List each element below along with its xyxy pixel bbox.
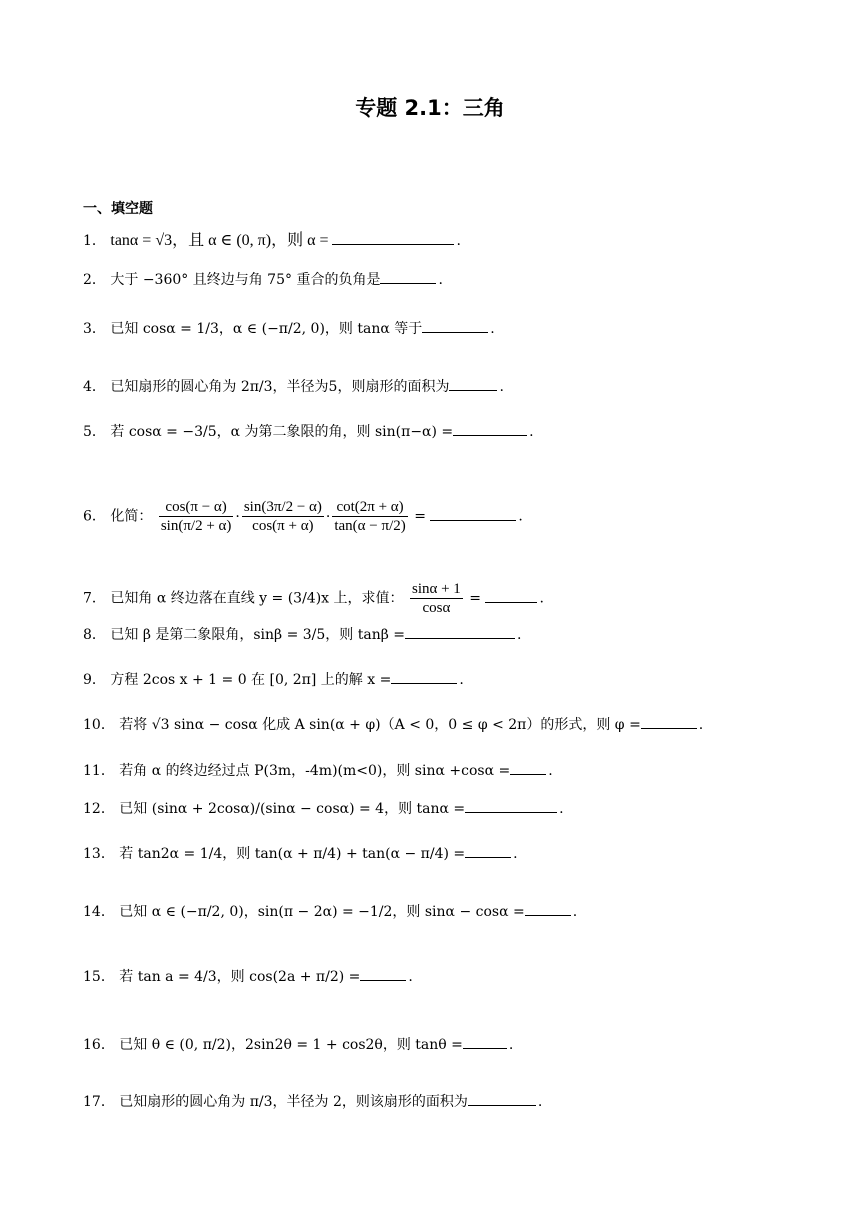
answer-blank <box>510 773 546 775</box>
question-number: 13． <box>83 846 115 862</box>
answer-blank <box>525 914 571 916</box>
question-suffix: . <box>698 717 704 733</box>
question-14 <box>83 903 577 921</box>
question-number: 17． <box>83 1094 115 1110</box>
answer-blank <box>332 243 454 245</box>
question-number: 11． <box>83 763 115 779</box>
answer-blank <box>465 811 557 813</box>
question-13 <box>83 845 518 863</box>
question-15 <box>83 968 413 986</box>
question-suffix: . <box>559 801 564 817</box>
question-suffix: . <box>459 672 464 688</box>
answer-blank <box>380 282 436 284</box>
question-suffix: . <box>572 904 578 920</box>
question-number: 9． <box>83 672 106 688</box>
question-number: 7． <box>83 590 106 607</box>
question-text: 已知角 α 终边落在直线 y = (3/4)x 上，求值： <box>110 590 404 607</box>
question-suffix: . <box>513 846 518 862</box>
question-8 <box>83 626 521 644</box>
answer-blank <box>485 601 537 603</box>
answer-blank <box>422 331 488 333</box>
question-suffix: . <box>517 627 522 643</box>
question-text: 方程 2cos x + 1 = 0 在 [0, 2π] 上的解 x = <box>110 672 392 688</box>
question-suffix: . <box>537 1094 543 1110</box>
value-expression: $\frac{\sin\alpha + 1}{\cos\alpha}$ <box>411 581 461 616</box>
question-text: 化简： <box>110 508 153 525</box>
question-suffix: . <box>539 590 544 607</box>
question-11 <box>83 762 553 780</box>
question-suffix: . <box>529 424 534 440</box>
question-text: 已知 (sinα + 2cosα)/(sinα − cosα) = 4，则 tanα = <box>119 801 466 817</box>
answer-blank <box>463 1047 507 1049</box>
question-4 <box>83 378 504 396</box>
question-text: 若将 √3 sinα − cosα 化成 A sin(α + φ)（A < 0，0 ≤ φ < 2π）的形式，则 φ = <box>119 717 641 733</box>
question-number: 2． <box>83 272 106 288</box>
question-9 <box>83 671 464 689</box>
question-16 <box>83 1036 513 1054</box>
question-2 <box>83 271 443 289</box>
question-number: 1． <box>83 233 106 249</box>
answer-blank <box>449 389 497 391</box>
section-heading: 一、填空题 <box>83 201 153 217</box>
page-title: 专题 2.1：三角 <box>355 96 505 120</box>
question-text: 已知扇形的圆心角为 π/3，半径为 2，则该扇形的面积为 <box>119 1094 468 1110</box>
question-10 <box>83 716 703 734</box>
question-suffix: . <box>548 763 553 779</box>
answer-blank <box>360 979 406 981</box>
question-text: 若 tan a = 4/3，则 cos(2a + π/2) = <box>119 969 361 985</box>
question-number: 12． <box>83 801 115 817</box>
question-5 <box>83 423 534 441</box>
question-text: 已知 β 是第二象限角，sinβ = 3/5，则 tanβ = <box>110 627 406 643</box>
question-suffix: . <box>438 272 443 288</box>
answer-blank <box>430 519 516 521</box>
question-text: 已知 cosα = 1/3，α ∈ (−π/2, 0)，则 tanα 等于 <box>110 321 423 337</box>
answer-blank <box>465 856 511 858</box>
question-text: 若 cosα = −3/5，α 为第二象限的角，则 sin(π−α) = <box>110 424 454 440</box>
simplify-expression: $\frac{\cos(\pi - \alpha)}{\sin(\pi/2 + \alpha)}$ · $\frac{\sin(3\pi/2 - \alpha)}{\cos(\pi + \alpha)}$ · $\frac{\cot(2\pi + \alpha)}{\tan(\alpha - \pi/2)}$ <box>160 499 406 534</box>
question-number: 16． <box>83 1037 115 1053</box>
question-number: 6． <box>83 508 106 525</box>
answer-blank <box>405 637 515 639</box>
question-suffix: . <box>408 969 413 985</box>
question-1 <box>83 232 461 250</box>
question-suffix: . <box>490 321 495 337</box>
question-text: 已知 α ∈ (−π/2, 0)，sin(π − 2α) = −1/2，则 sinα − cosα = <box>119 904 525 920</box>
question-number: 8． <box>83 627 106 643</box>
question-text: 若 tan2α = 1/4，则 tan(α + π/4) + tan(α − π/4) = <box>119 846 466 862</box>
question-17 <box>83 1093 542 1111</box>
question-text: tanα = √3，且 α ∈ (0, π)，则 α = <box>110 232 333 249</box>
question-7: 7． 已知角 α 终边落在直线 y = (3/4)x 上，求值： $\frac{\sin\alpha + 1}{\cos\alpha}$ = . <box>83 581 544 616</box>
question-text: 已知 θ ∈ (0, π/2)，2sin2θ = 1 + cos2θ，则 tanθ = <box>119 1037 463 1053</box>
question-suffix: . <box>518 508 523 525</box>
question-12 <box>83 800 564 818</box>
question-suffix: . <box>499 379 504 395</box>
answer-blank <box>468 1104 536 1106</box>
answer-blank <box>391 682 457 684</box>
question-suffix: . <box>508 1037 514 1053</box>
question-number: 4． <box>83 379 106 395</box>
question-6: 6． 化简： $\frac{\cos(\pi - \alpha)}{\sin(\pi/2 + \alpha)}$ · $\frac{\sin(3\pi/2 - \alpha)}{\cos(\pi + \alpha)}$ · $\frac{\cot(2\pi + \alpha)}{\tan(\alpha - \pi/2)}$ = . <box>83 499 523 534</box>
question-text: 大于 −360° 且终边与角 75° 重合的负角是 <box>110 272 381 288</box>
question-number: 15． <box>83 969 115 985</box>
question-3 <box>83 320 495 338</box>
answer-blank <box>641 727 697 729</box>
question-number: 5． <box>83 424 106 440</box>
question-suffix: . <box>456 233 461 249</box>
question-number: 3． <box>83 321 106 337</box>
question-number: 14． <box>83 904 115 920</box>
question-number: 10． <box>83 717 115 733</box>
question-text: 已知扇形的圆心角为 2π/3，半径为5，则扇形的面积为 <box>110 379 450 395</box>
answer-blank <box>453 434 527 436</box>
question-text: 若角 α 的终边经过点 P(3m，-4m)(m<0)，则 sinα +cosα = <box>119 763 511 779</box>
